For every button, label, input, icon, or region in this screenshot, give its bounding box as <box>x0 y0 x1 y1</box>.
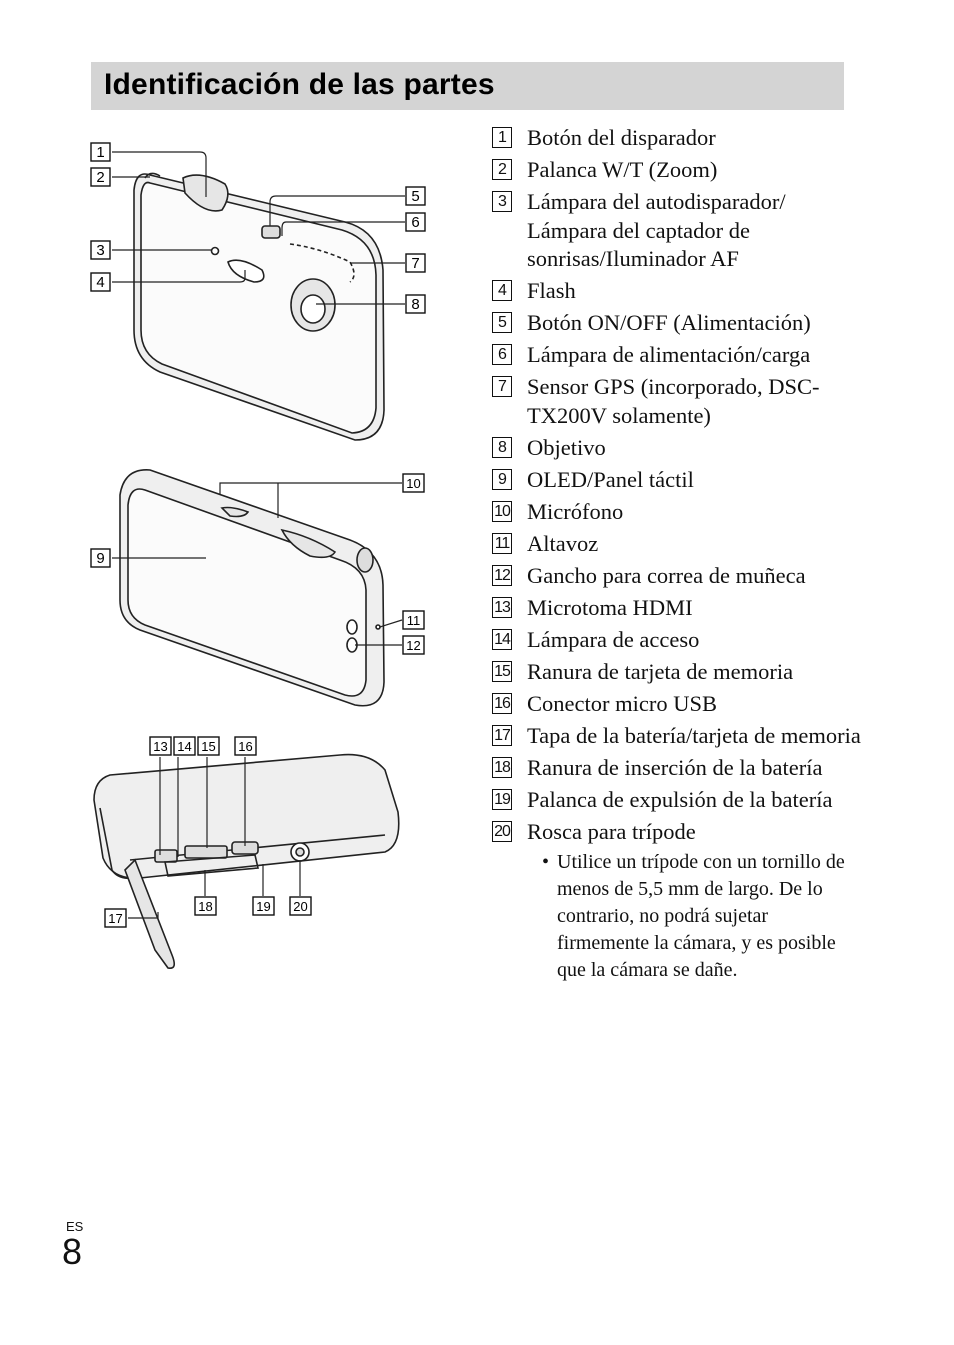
callout-label: 6 <box>411 214 420 231</box>
part-label: Ranura de tarjeta de memoria <box>527 658 794 684</box>
part-label: Conector micro USB <box>527 690 717 716</box>
bullet: • <box>542 851 550 873</box>
part-label: Micrófono <box>527 498 624 524</box>
part-label: Gancho para correa de muñeca <box>527 562 806 588</box>
camera-bottom-view <box>94 755 399 969</box>
camera-front-view <box>134 173 384 440</box>
list-item <box>492 594 862 623</box>
part-label: Lámpara de alimentación/carga <box>527 342 811 367</box>
list-item <box>492 690 862 719</box>
callout-10 <box>403 474 424 492</box>
callout-4 <box>91 273 110 291</box>
list-item <box>492 786 862 815</box>
callout-15 <box>198 737 219 755</box>
list-item <box>492 156 862 185</box>
list-item <box>492 309 862 338</box>
part-label: Botón ON/OFF (Alimentación) <box>527 310 811 335</box>
list-item <box>492 188 862 274</box>
part-label: Palanca W/T (Zoom) <box>527 157 718 182</box>
part-label: OLED/Panel táctil <box>527 466 694 492</box>
callout-9 <box>91 549 110 567</box>
part-number: 18 <box>492 757 512 778</box>
part-number: 12 <box>492 565 512 586</box>
part-number: 8 <box>492 437 512 458</box>
callout-3 <box>91 241 110 259</box>
list-item <box>492 498 862 527</box>
part-number: 10 <box>492 501 512 522</box>
tripod-note <box>542 849 857 984</box>
callout-label: 9 <box>96 550 105 567</box>
callout-label: 17 <box>108 911 123 926</box>
part-label: Botón del disparador <box>527 125 716 150</box>
callout-8 <box>406 295 425 313</box>
callout-13 <box>150 737 171 755</box>
part-number: 7 <box>492 376 512 397</box>
part-label: Altavoz <box>527 530 599 556</box>
list-item <box>492 722 862 751</box>
parts-list <box>492 124 862 988</box>
part-number: 5 <box>492 312 512 333</box>
part-label: Palanca de expulsión de la batería <box>527 786 833 812</box>
part-number: 4 <box>492 280 512 301</box>
callout-20 <box>290 897 311 915</box>
callout-label: 12 <box>406 638 421 653</box>
part-label: Microtoma HDMI <box>527 594 693 620</box>
list-item <box>492 466 862 495</box>
callout-label: 4 <box>96 274 105 291</box>
list-item <box>492 754 862 783</box>
list-item <box>492 434 862 463</box>
part-number: 15 <box>492 661 512 682</box>
callout-1 <box>91 143 110 161</box>
callout-label: 2 <box>96 169 105 186</box>
part-number: 17 <box>492 725 512 746</box>
callout-label: 20 <box>293 899 308 914</box>
callout-label: 7 <box>411 255 420 272</box>
part-number: 2 <box>492 159 512 180</box>
page-title: Identificación de las partes <box>104 68 495 101</box>
callout-label: 8 <box>411 296 420 313</box>
list-item <box>492 373 862 430</box>
part-number: 11 <box>492 533 512 554</box>
callout-label: 18 <box>198 899 213 914</box>
callout-label: 13 <box>153 739 168 754</box>
callout-label: 15 <box>201 739 216 754</box>
callout-16 <box>235 737 256 755</box>
callout-label: 5 <box>411 188 420 205</box>
part-label: Objetivo <box>527 434 606 460</box>
callout-12 <box>403 636 424 654</box>
part-number: 3 <box>492 191 512 212</box>
part-number: 13 <box>492 597 512 618</box>
callout-label: 14 <box>177 739 192 754</box>
part-label: Rosca para trípode <box>527 818 696 844</box>
callout-14 <box>174 737 195 755</box>
callout-6 <box>406 213 425 231</box>
list-item <box>492 626 862 655</box>
list-item <box>492 818 862 985</box>
callout-11 <box>403 611 424 629</box>
list-item <box>492 277 862 306</box>
part-number: 6 <box>492 344 512 365</box>
part-number: 9 <box>492 469 512 490</box>
callout-18 <box>195 897 216 915</box>
callout-label: 16 <box>238 739 253 754</box>
part-label: Ranura de inserción de la batería <box>527 754 823 780</box>
list-item <box>492 658 862 687</box>
list-item <box>492 562 862 591</box>
callout-label: 3 <box>96 242 105 259</box>
part-number: 16 <box>492 693 512 714</box>
part-number: 1 <box>492 127 512 148</box>
part-label: Sensor GPS (incorporado, DSC-TX200V solamente) <box>527 374 820 428</box>
callout-label: 19 <box>256 899 271 914</box>
list-item <box>492 124 862 153</box>
part-number: 20 <box>492 821 512 842</box>
part-label: Lámpara de acceso <box>527 626 700 652</box>
callout-label: 10 <box>406 476 421 491</box>
list-item <box>492 341 862 370</box>
callout-7 <box>406 254 425 272</box>
callout-label: 11 <box>406 613 421 628</box>
callout-17 <box>105 909 126 927</box>
part-label: Lámpara del autodisparador/ Lámpara del captador de sonrisas/Iluminador AF <box>527 189 786 271</box>
page-number: 8 <box>62 1231 83 1272</box>
note-text: Utilice un trípode con un tornillo de menos de 5,5 mm de largo. De lo contrario, no podrá sujetar firmemente la cámara, y es posible que la cámara se dañe. <box>557 851 845 981</box>
callout-2 <box>91 168 110 186</box>
callout-5 <box>406 187 425 205</box>
part-label: Tapa de la batería/tarjeta de memoria <box>527 722 861 748</box>
part-label: Flash <box>527 278 576 303</box>
callout-label: 1 <box>96 144 105 161</box>
language-code: ES <box>66 1219 84 1234</box>
list-item <box>492 530 862 559</box>
callout-19 <box>253 897 274 915</box>
part-number: 14 <box>492 629 512 650</box>
part-number: 19 <box>492 789 512 810</box>
camera-rear-view <box>120 470 384 706</box>
